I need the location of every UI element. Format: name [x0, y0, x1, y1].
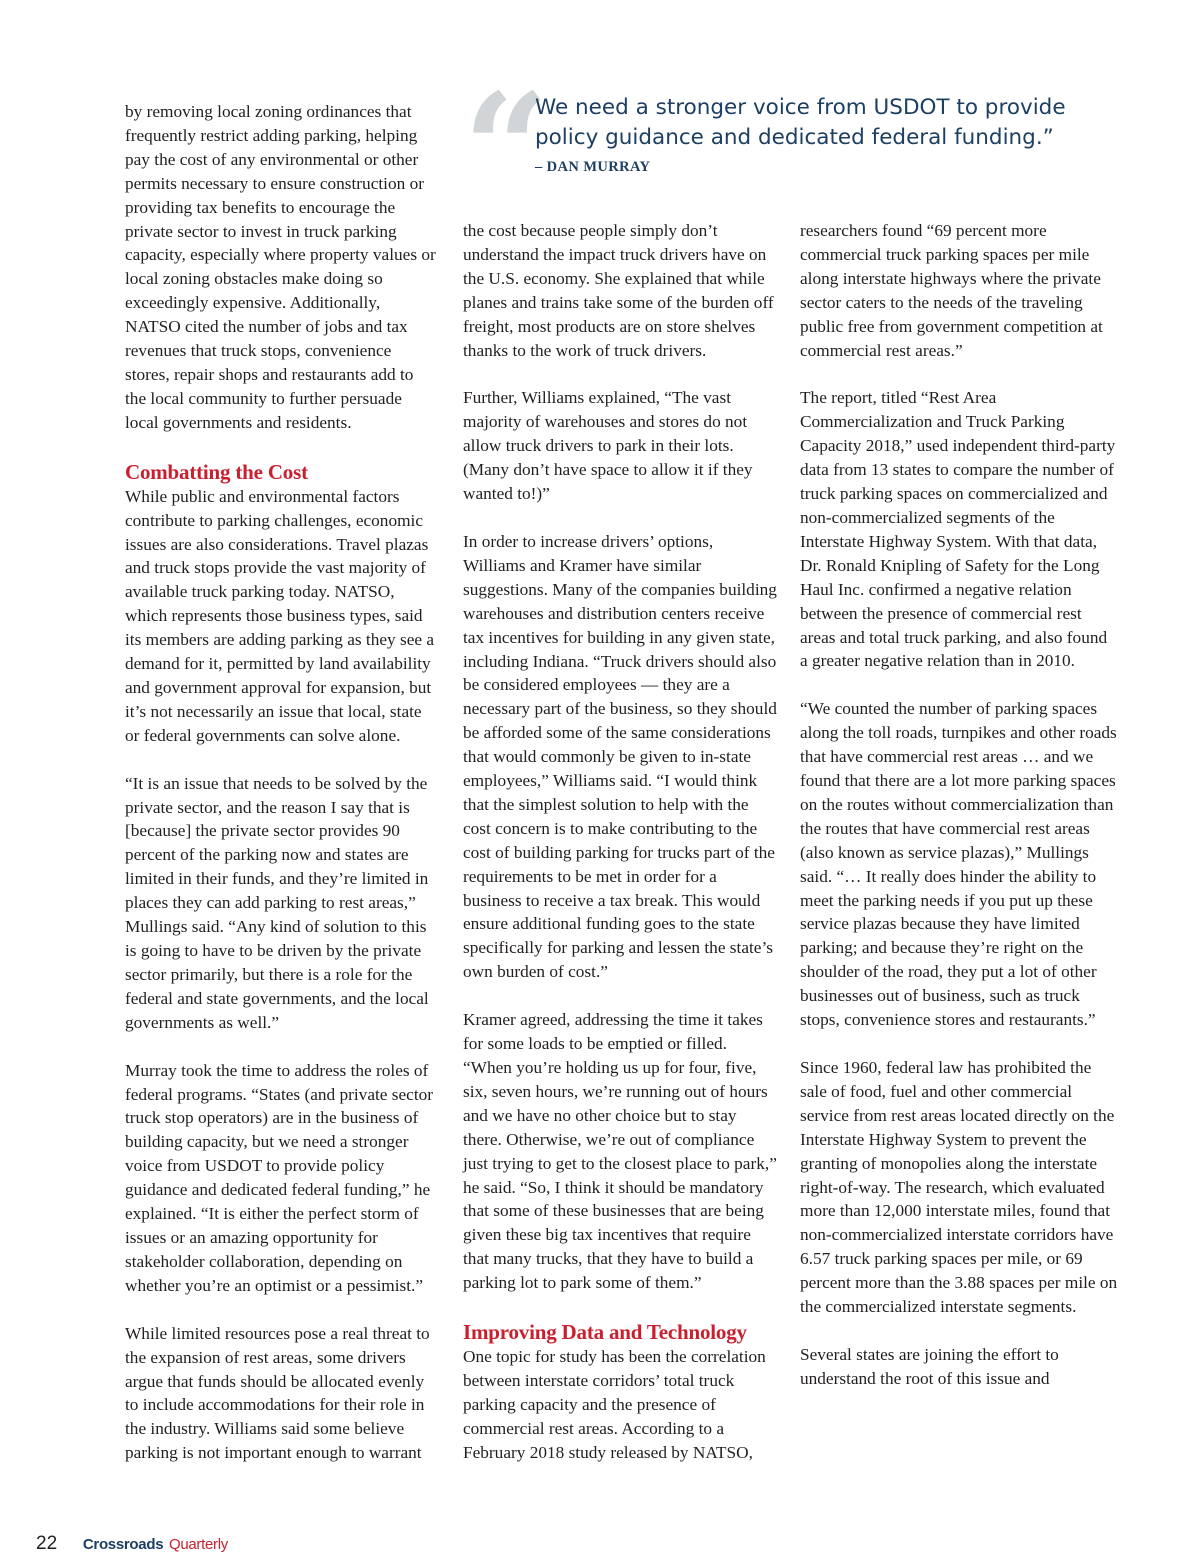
paragraph: by removing local zoning ordinances that frequently restrict adding parking, helping pay the cost of any environmental or other permits necessary to ensure construction or providing tax benefits to encourage the private sector to invest in truck parking capacity, especially where property values or local zoning obstacles make doing so exceedingly expensive. Additionally, NATSO cited the number of jobs and tax revenues that truck stops, convenience stores, repair shops and restaurants add to the local community to further persuade local governments and residents. — [125, 102, 436, 432]
page-number: 22 — [36, 1533, 58, 1554]
section-heading: Improving Data and Technology — [463, 1320, 747, 1345]
paragraph: The report, titled “Rest Area Commercialization and Truck Parking Capacity 2018,” used independent third-party data from 13 states to compare the number of truck parking spaces on commercialized and non-commercialized segments of the Interstate Highway System. With that data, Dr. Ronald Knipling of Safety for the Long Haul Inc. confirmed a negative relation between the presence of commercial rest areas and total truck parking, and also found a greater negative relation than in 2010. — [800, 388, 1116, 671]
paragraph: While public and environmental factors contribute to parking challenges, economic issues are also considerations. Travel plazas and truck stops provide the vast majority of available truck parking today. NATSO, which represents those business types, said its members are adding parking as they see a demand for it, permitted by land availability and government approval for expansion, but it’s not necessarily an issue that local, state or federal governments can solve alone. — [125, 486, 435, 745]
paragraph: the cost because people simply don’t understand the impact truck drivers have on the U.S. economy. She explained that while planes and trains take some of the burden off freight, most products are on store shelves thanks to the work of truck drivers. — [463, 221, 774, 360]
page-footer — [36, 1533, 228, 1556]
paragraph: researchers found “69 percent more commercial truck parking spaces per mile along interstate highways where the private sector caters to the needs of the traveling public free from government competition at commercial rest areas.” — [800, 221, 1103, 360]
paragraph: Several states are joining the effort to understand the root of this issue and — [800, 1344, 1059, 1388]
pull-quote-attribution: – DAN MURRAY — [535, 159, 651, 175]
paragraph: Since 1960, federal law has prohibited the sale of food, fuel and other commercial service from rest areas located directly on the Interstate Highway System to prevent the granting of monopolies along the interstate right-of-way. The research, which evaluated more than 12,000 interstate miles, found that non-commercialized interstate corridors have 6.57 truck parking spaces per mile, or 69 percent more than the 3.88 spaces per mile on the commercialized interstate segments. — [800, 1058, 1118, 1317]
quote-mark: “ — [463, 61, 550, 237]
paragraph: Kramer agreed, addressing the time it takes for some loads to be emptied or filled. “When you’re holding us up for four, five, six, seven hours, we’re running out of hours and we have no other choice but to stay there. Otherwise, we’re out of compliance just trying to get to the closest place to park,” he said. “So, I think it should be mandatory that some of these businesses that are being given these big tax incentives that require that many trucks, that they have to build a parking lot to park some of them.” — [463, 1010, 777, 1293]
magazine-name-suffix: Quarterly — [168, 1536, 228, 1553]
column-2 — [463, 219, 779, 1489]
paragraph: While limited resources pose a real threat to the expansion of rest areas, some drivers argue that funds should be allocated evenly to include accommodations for their role in the industry. Williams said some believe parking is not important enough to warrant — [125, 1323, 430, 1463]
paragraph: One topic for study has been the correlation between interstate corridors’ total truck parking capacity and the presence of commercial rest areas. According to a February 2018 study released by NATSO, — [463, 1347, 766, 1462]
section-heading: Combatting the Cost — [125, 459, 308, 484]
paragraph: “It is an issue that needs to be solved by the private sector, and the reason I say that is [because] the private sector provides 90 percent of the parking now and states are limited in their funds, and they’re limited in places they can add parking to rest areas,” Mullings said. “Any kind of solution to this is going to have to be driven by the private sector primarily, but there is a role for the federal and state governments, and the local governments as well.” — [125, 773, 429, 1032]
pull-quote-text: We need a stronger voice from USDOT to provide policy guidance and dedicated federal funding.” — [535, 95, 1066, 150]
paragraph: “We counted the number of parking spaces along the toll roads, turnpikes and other roads that have commercial rest areas … and we found that there are a lot more parking spaces on the routes without commercialization than the routes that have commercial rest areas (also known as service plazas),” Mullings said. “… It really does hinder the ability to meet the parking needs if you put up these service plazas because they have limited parking; and because they’re right on the shoulder of the road, they put a lot of other businesses out of business, such as truck stops, convenience stores and restaurants.” — [800, 699, 1117, 1030]
column-3 — [800, 219, 1118, 1415]
paragraph: Murray took the time to address the roles of federal programs. “States (and private sector truck stop operators) are in the business of building capacity, but we need a stronger voice from USDOT to provide policy guidance and dedicated federal funding,” he explained. “It is either the perfect storm of issues or an amazing opportunity for stakeholder collaboration, depending on whether you’re an optimist or a pessimist.” — [125, 1060, 434, 1295]
column-1 — [125, 100, 437, 1489]
magazine-name: Crossroads — [82, 1536, 164, 1553]
paragraph: In order to increase drivers’ options, Williams and Kramer have similar suggestions. Many of the companies building warehouses and distribution centers receive tax incentives for building in any given state, including Indiana. “Truck drivers should also be considered employees — they are a necessary part of the business, so they should be afforded some of the same considerations that would commonly be given to in-state employees,” Williams said. “I would think that the simplest solution to help with the cost concern is to make contributing to the cost of building parking for trucks part of the requirements to be met in order for a business to receive a tax break. This would ensure additional funding goes to the state specifically for parking and lessen the state’s own burden of cost.” — [463, 531, 777, 982]
paragraph: Further, Williams explained, “The vast majority of warehouses and stores do not allow truck drivers to park in their lots. (Many don’t have space to allow it if they wanted to!)” — [463, 388, 753, 504]
